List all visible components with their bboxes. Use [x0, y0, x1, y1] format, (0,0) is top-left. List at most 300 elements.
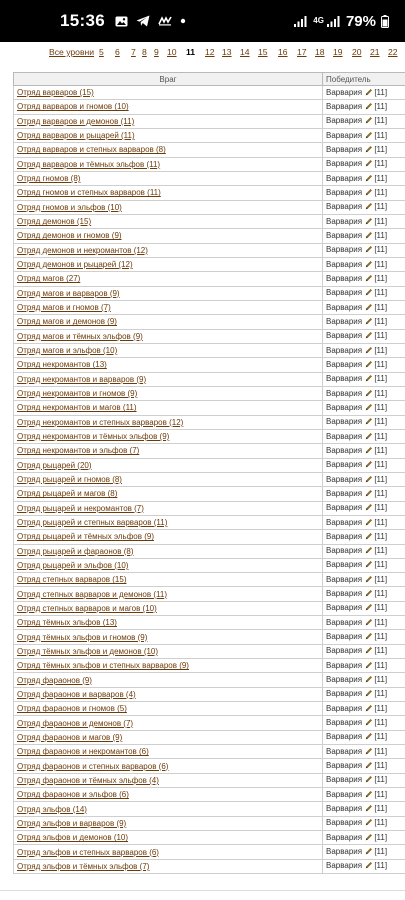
winner-name[interactable]: Варвария — [326, 589, 363, 599]
winner-level: [11] — [374, 445, 388, 455]
winner-cell — [323, 745, 405, 759]
enemy-link[interactable]: Отряд варваров и гномов (10) — [17, 102, 129, 112]
winner-level: [11] — [374, 689, 388, 699]
table-row — [14, 329, 405, 343]
level-link[interactable]: 20 — [352, 47, 362, 57]
enemy-link[interactable]: Отряд фараонов и варваров (4) — [17, 689, 136, 699]
winner-name[interactable]: Варвария — [326, 531, 363, 541]
winner-level: [11] — [374, 188, 388, 198]
winner-level: [11] — [374, 675, 388, 685]
winner-level: [11] — [374, 746, 388, 756]
enemy-cell — [14, 845, 323, 859]
enemy-link[interactable]: Отряд степных варваров и магов (10) — [17, 603, 157, 613]
enemy-cell — [14, 429, 323, 443]
enemy-link[interactable]: Отряд эльфов (14) — [17, 804, 87, 814]
enemy-cell — [14, 544, 323, 558]
winner-level: [11] — [374, 617, 388, 627]
battle-table — [13, 72, 405, 874]
enemy-cell — [14, 487, 323, 501]
winner-name[interactable]: Варвария — [326, 388, 363, 398]
enemy-link[interactable]: Отряд фараонов и некромантов (6) — [17, 747, 149, 757]
enemy-link[interactable]: Отряд тёмных эльфов и степных варваров (9) — [17, 661, 189, 671]
pencil-icon — [365, 174, 373, 184]
level-link[interactable]: 7 — [131, 47, 136, 57]
table-row — [14, 229, 405, 243]
winner-cell — [323, 372, 405, 386]
pencil-icon — [365, 274, 373, 284]
signal-icon — [294, 15, 308, 27]
battle-table-wrap — [13, 72, 405, 874]
level-link[interactable]: 21 — [370, 47, 380, 57]
enemy-link[interactable]: Отряд фараонов и демонов (7) — [17, 718, 134, 728]
table-row — [14, 558, 405, 572]
winner-name[interactable]: Варвария — [326, 374, 363, 384]
table-row — [14, 286, 405, 300]
winner-level: [11] — [374, 317, 388, 327]
winner-name[interactable]: Варвария — [326, 288, 363, 298]
winner-name[interactable]: Варвария — [326, 360, 363, 369]
table-row — [14, 601, 405, 615]
table-row — [14, 186, 405, 200]
winner-name[interactable]: Варвария — [326, 216, 363, 226]
enemy-link[interactable]: Отряд фараонов и гномов (5) — [17, 704, 127, 714]
enemy-cell — [14, 472, 323, 486]
winner-name[interactable]: Варвария — [326, 130, 363, 140]
level-link[interactable]: 17 — [297, 47, 307, 57]
winner-name[interactable]: Варвария — [326, 775, 363, 785]
winner-name[interactable]: Варвария — [326, 761, 363, 771]
winner-cell — [323, 444, 405, 458]
pencil-icon — [365, 747, 373, 757]
winner-cell — [323, 644, 405, 658]
column-header-enemy: Враг — [14, 73, 323, 86]
table-row — [14, 114, 405, 128]
enemy-link[interactable]: Отряд некромантов и тёмных эльфов (9) — [17, 432, 170, 442]
table-row — [14, 343, 405, 357]
enemy-cell — [14, 300, 323, 314]
winner-level: [11] — [374, 503, 388, 513]
winner-cell — [323, 587, 405, 601]
enemy-link[interactable]: Отряд эльфов и варваров (9) — [17, 818, 127, 828]
pencil-icon — [365, 145, 373, 155]
winner-cell — [323, 788, 405, 802]
enemy-link[interactable]: Отряд некромантов (13) — [17, 360, 107, 370]
winner-cell — [323, 315, 405, 329]
enemy-link[interactable]: Отряд гномов и степных варваров (11) — [17, 188, 161, 198]
winner-level: [11] — [374, 775, 388, 785]
enemy-link[interactable]: Отряд гномов и эльфов (10) — [17, 202, 122, 212]
enemy-link[interactable]: Отряд демонов (15) — [17, 217, 92, 227]
level-link[interactable]: 15 — [258, 47, 268, 57]
winner-name[interactable]: Варвария — [326, 116, 363, 126]
enemy-link[interactable]: Отряд фараонов и магов (9) — [17, 732, 123, 742]
enemy-link[interactable]: Отряд фараонов и тёмных эльфов (4) — [17, 775, 159, 785]
pencil-icon — [365, 632, 373, 642]
pencil-icon — [365, 503, 373, 513]
pencil-icon — [365, 475, 373, 485]
winner-name[interactable]: Варвария — [326, 474, 363, 484]
winner-cell — [323, 501, 405, 515]
enemy-cell — [14, 659, 323, 673]
winner-level: [11] — [374, 302, 388, 312]
enemy-link[interactable]: Отряд фараонов и эльфов (6) — [17, 790, 129, 800]
enemy-link[interactable]: Отряд варваров и рыцарей (11) — [17, 131, 135, 141]
table-row — [14, 257, 405, 271]
enemy-link[interactable]: Отряд эльфов и демонов (10) — [17, 833, 129, 843]
winner-cell — [323, 415, 405, 429]
winner-level: [11] — [374, 259, 388, 269]
enemy-cell — [14, 372, 323, 386]
winner-cell — [323, 229, 405, 243]
winner-name[interactable]: Варвария — [326, 87, 363, 97]
enemy-link[interactable]: Отряд некромантов и магов (11) — [17, 403, 137, 413]
enemy-link[interactable]: Отряд эльфов и степных варваров (6) — [17, 847, 159, 857]
table-row — [14, 730, 405, 744]
winner-cell — [323, 458, 405, 472]
pencil-icon — [365, 861, 373, 871]
winner-level: [11] — [374, 374, 388, 384]
winner-level: [11] — [374, 102, 388, 112]
enemy-cell — [14, 286, 323, 300]
enemy-link[interactable]: Отряд некромантов и эльфов (7) — [17, 446, 140, 456]
pencil-icon — [365, 675, 373, 685]
pencil-icon — [365, 102, 373, 112]
enemy-link[interactable]: Отряд магов и варваров (9) — [17, 288, 120, 298]
notification-icons — [115, 15, 186, 27]
level-navigation — [0, 44, 405, 60]
enemy-cell — [14, 272, 323, 286]
enemy-cell — [14, 859, 323, 873]
winner-name[interactable]: Варвария — [326, 402, 363, 412]
winner-name[interactable]: Варвария — [326, 617, 363, 627]
pencil-icon — [365, 718, 373, 728]
winner-level: [11] — [374, 589, 388, 599]
level-link[interactable]: 5 — [99, 47, 104, 57]
table-row — [14, 573, 405, 587]
winner-cell — [323, 214, 405, 228]
enemy-link[interactable]: Отряд фараонов и степных варваров (6) — [17, 761, 169, 771]
winner-level: [11] — [374, 202, 388, 212]
winner-name[interactable]: Варвария — [326, 202, 363, 212]
winner-name[interactable]: Варвария — [326, 818, 363, 828]
pencil-icon — [365, 188, 373, 198]
winner-cell — [323, 286, 405, 300]
winner-name[interactable]: Варвария — [326, 302, 363, 312]
pencil-icon — [365, 532, 373, 542]
pencil-icon — [365, 804, 373, 814]
pencil-icon — [365, 360, 373, 370]
winner-cell — [323, 272, 405, 286]
pencil-icon — [365, 847, 373, 857]
enemy-cell — [14, 415, 323, 429]
enemy-link[interactable]: Отряд тёмных эльфов и демонов (10) — [17, 646, 159, 656]
table-row — [14, 415, 405, 429]
pencil-icon — [365, 374, 373, 384]
winner-level: [11] — [374, 474, 388, 484]
pencil-icon — [365, 661, 373, 671]
table-row — [14, 243, 405, 257]
table-body — [14, 86, 405, 874]
table-row — [14, 716, 405, 730]
winner-level: [11] — [374, 288, 388, 298]
enemy-cell — [14, 616, 323, 630]
enemy-cell — [14, 730, 323, 744]
enemy-link[interactable]: Отряд фараонов (9) — [17, 675, 92, 685]
enemy-cell — [14, 530, 323, 544]
winner-level: [11] — [374, 360, 388, 369]
winner-name[interactable]: Варвария — [326, 546, 363, 556]
enemy-link[interactable]: Отряд магов и тёмных эльфов (9) — [17, 331, 143, 341]
level-link-current[interactable]: 11 — [186, 47, 196, 57]
enemy-link[interactable]: Отряд степных варваров и демонов (11) — [17, 589, 167, 599]
pencil-icon — [365, 389, 373, 399]
winner-cell — [323, 687, 405, 701]
winner-cell — [323, 831, 405, 845]
winner-level: [11] — [374, 546, 388, 556]
enemy-cell — [14, 243, 323, 257]
winner-cell — [323, 386, 405, 400]
pencil-icon — [365, 704, 373, 714]
winner-level: [11] — [374, 804, 388, 814]
winner-name[interactable]: Варвария — [326, 718, 363, 728]
winner-cell — [323, 86, 405, 100]
pencil-icon — [365, 818, 373, 828]
pencil-icon — [365, 589, 373, 599]
signal-icon-2 — [327, 15, 341, 27]
table-row — [14, 472, 405, 486]
winner-name[interactable]: Варвария — [326, 431, 363, 441]
enemy-cell — [14, 171, 323, 185]
level-link[interactable]: 18 — [315, 47, 325, 57]
winner-level: [11] — [374, 632, 388, 642]
winner-cell — [323, 329, 405, 343]
winner-name[interactable]: Варвария — [326, 317, 363, 327]
level-link[interactable]: 13 — [222, 47, 232, 57]
enemy-link[interactable]: Отряд демонов и гномов (9) — [17, 231, 122, 241]
winner-name[interactable]: Варвария — [326, 460, 363, 470]
winner-level: [11] — [374, 531, 388, 541]
winner-name[interactable]: Варвария — [326, 847, 363, 857]
winner-name[interactable]: Варвария — [326, 331, 363, 341]
level-link[interactable]: 19 — [333, 47, 343, 57]
enemy-cell — [14, 601, 323, 615]
winner-cell — [323, 530, 405, 544]
enemy-link[interactable]: Отряд демонов и рыцарей (12) — [17, 260, 133, 270]
enemy-link[interactable]: Отряд демонов и некромантов (12) — [17, 245, 148, 255]
enemy-link[interactable]: Отряд гномов (8) — [17, 174, 81, 184]
enemy-link[interactable]: Отряд рыцарей и тёмных эльфов (9) — [17, 532, 155, 542]
enemy-link[interactable]: Отряд степных варваров (15) — [17, 575, 127, 585]
enemy-link[interactable]: Отряд магов и демонов (9) — [17, 317, 117, 327]
winner-level: [11] — [374, 488, 388, 498]
winner-cell — [323, 487, 405, 501]
winner-name[interactable]: Варвария — [326, 689, 363, 699]
pencil-icon — [365, 432, 373, 442]
winner-name[interactable]: Варвария — [326, 804, 363, 814]
winner-cell — [323, 186, 405, 200]
winner-cell — [323, 358, 405, 372]
enemy-link[interactable]: Отряд рыцарей и фараонов (8) — [17, 546, 134, 556]
table-row — [14, 816, 405, 830]
enemy-cell — [14, 114, 323, 128]
table-row — [14, 171, 405, 185]
table-row — [14, 831, 405, 845]
winner-name[interactable]: Варвария — [326, 732, 363, 742]
winner-name[interactable]: Варвария — [326, 574, 363, 584]
enemy-cell — [14, 200, 323, 214]
enemy-link[interactable]: Отряд рыцарей и эльфов (10) — [17, 560, 129, 570]
winner-name[interactable]: Варвария — [326, 603, 363, 613]
table-row — [14, 200, 405, 214]
winner-name[interactable]: Варвария — [326, 703, 363, 713]
table-row — [14, 501, 405, 515]
enemy-cell — [14, 573, 323, 587]
enemy-cell — [14, 229, 323, 243]
enemy-link[interactable]: Отряд магов и гномов (7) — [17, 303, 111, 313]
pencil-icon — [365, 833, 373, 843]
enemy-link[interactable]: Отряд тёмных эльфов (13) — [17, 618, 117, 628]
enemy-link[interactable]: Отряд рыцарей и магов (8) — [17, 489, 118, 499]
enemy-cell — [14, 86, 323, 100]
winner-level: [11] — [374, 560, 388, 570]
winner-name[interactable]: Варвария — [326, 345, 363, 355]
table-row — [14, 644, 405, 658]
table-row — [14, 530, 405, 544]
level-link[interactable]: 22 — [388, 47, 398, 57]
table-row — [14, 444, 405, 458]
enemy-cell — [14, 630, 323, 644]
app-icon — [158, 16, 172, 26]
pencil-icon — [365, 260, 373, 270]
winner-name[interactable]: Варвария — [326, 259, 363, 269]
gallery-icon — [115, 16, 128, 27]
level-link[interactable]: 12 — [205, 47, 215, 57]
enemy-cell — [14, 802, 323, 816]
enemy-link[interactable]: Отряд тёмных эльфов и гномов (9) — [17, 632, 148, 642]
winner-name[interactable]: Варвария — [326, 274, 363, 284]
winner-name[interactable]: Варвария — [326, 417, 363, 427]
winner-level: [11] — [374, 861, 388, 871]
winner-name[interactable]: Варвария — [326, 102, 363, 112]
pencil-icon — [365, 346, 373, 356]
winner-name[interactable]: Варвария — [326, 488, 363, 498]
winner-level: [11] — [374, 231, 388, 241]
enemy-cell — [14, 100, 323, 114]
pencil-icon — [365, 575, 373, 585]
winner-cell — [323, 601, 405, 615]
winner-name[interactable]: Варвария — [326, 517, 363, 527]
winner-name[interactable]: Варвария — [326, 560, 363, 570]
winner-name[interactable]: Варвария — [326, 632, 363, 642]
enemy-link[interactable]: Отряд рыцарей (20) — [17, 460, 92, 470]
winner-name[interactable]: Варвария — [326, 675, 363, 685]
pencil-icon — [365, 417, 373, 427]
winner-level: [11] — [374, 460, 388, 470]
enemy-link[interactable]: Отряд эльфов и тёмных эльфов (7) — [17, 861, 150, 871]
enemy-link[interactable]: Отряд варваров и степных варваров (8) — [17, 145, 166, 155]
enemy-cell — [14, 315, 323, 329]
winner-name[interactable]: Варвария — [326, 145, 363, 155]
winner-cell — [323, 472, 405, 486]
pencil-icon — [365, 518, 373, 528]
winner-name[interactable]: Варвария — [326, 832, 363, 842]
enemy-link[interactable]: Отряд варваров (15) — [17, 88, 94, 98]
winner-name[interactable]: Варвария — [326, 445, 363, 455]
winner-name[interactable]: Варвария — [326, 746, 363, 756]
pencil-icon — [365, 317, 373, 327]
winner-name[interactable]: Варвария — [326, 660, 363, 670]
pencil-icon — [365, 116, 373, 126]
enemy-link[interactable]: Отряд рыцарей и гномов (8) — [17, 475, 122, 485]
winner-name[interactable]: Варвария — [326, 861, 363, 871]
winner-name[interactable]: Варвария — [326, 646, 363, 656]
winner-name[interactable]: Варвария — [326, 188, 363, 198]
enemy-cell — [14, 157, 323, 171]
enemy-link[interactable]: Отряд варваров и тёмных эльфов (11) — [17, 159, 161, 169]
enemy-link[interactable]: Отряд рыцарей и степных варваров (11) — [17, 518, 168, 527]
level-link-all[interactable]: Все уровни — [49, 47, 95, 57]
table-row — [14, 616, 405, 630]
table-row — [14, 143, 405, 157]
pencil-icon — [365, 761, 373, 771]
enemy-cell — [14, 143, 323, 157]
winner-name[interactable]: Варвария — [326, 789, 363, 799]
winner-cell — [323, 401, 405, 415]
winner-level: [11] — [374, 832, 388, 842]
pencil-icon — [365, 131, 373, 141]
winner-name[interactable]: Варвария — [326, 159, 363, 169]
winner-cell — [323, 573, 405, 587]
pencil-icon — [365, 331, 373, 341]
table-row — [14, 659, 405, 673]
level-link[interactable]: 16 — [278, 47, 288, 57]
enemy-cell — [14, 745, 323, 759]
enemy-link[interactable]: Отряд некромантов и гномов (9) — [17, 389, 138, 399]
pencil-icon — [365, 303, 373, 313]
winner-name[interactable]: Варвария — [326, 503, 363, 513]
pencil-icon — [365, 446, 373, 456]
winner-level: [11] — [374, 847, 388, 857]
winner-level: [11] — [374, 116, 388, 126]
enemy-link[interactable]: Отряд некромантов и варваров (9) — [17, 374, 147, 384]
level-link[interactable]: 9 — [154, 47, 159, 57]
table-row — [14, 100, 405, 114]
enemy-link[interactable]: Отряд некромантов и степных варваров (12) — [17, 417, 184, 427]
level-link[interactable]: 6 — [115, 47, 120, 57]
table-row — [14, 745, 405, 759]
bottom-divider — [0, 890, 405, 891]
table-row — [14, 630, 405, 644]
enemy-link[interactable]: Отряд варваров и демонов (11) — [17, 116, 135, 126]
enemy-link[interactable]: Отряд магов (27) — [17, 274, 81, 284]
pencil-icon — [365, 88, 373, 98]
level-link[interactable]: 14 — [240, 47, 250, 57]
table-row — [14, 802, 405, 816]
winner-name[interactable]: Варвария — [326, 245, 363, 255]
winner-cell — [323, 429, 405, 443]
table-row — [14, 687, 405, 701]
level-link[interactable]: 8 — [142, 47, 147, 57]
winner-name[interactable]: Варвария — [326, 231, 363, 241]
enemy-link[interactable]: Отряд рыцарей и некромантов (7) — [17, 503, 144, 513]
table-row — [14, 544, 405, 558]
winner-cell — [323, 702, 405, 716]
level-link[interactable]: 10 — [167, 47, 177, 57]
enemy-link[interactable]: Отряд магов и эльфов (10) — [17, 346, 118, 356]
winner-name[interactable]: Варвария — [326, 173, 363, 183]
pencil-icon — [365, 403, 373, 413]
table-row — [14, 372, 405, 386]
